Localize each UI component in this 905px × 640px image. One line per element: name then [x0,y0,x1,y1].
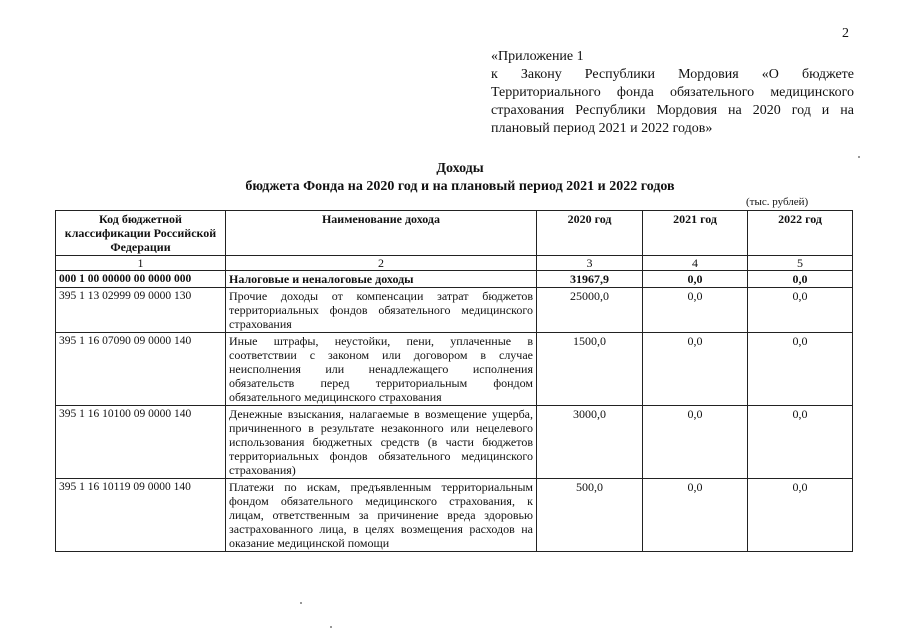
row-value-2022: 0,0 [748,271,853,288]
col-number: 2 [226,256,537,271]
page-number: 2 [842,26,849,41]
row-value-2020: 25000,0 [537,288,643,333]
header-2020: 2020 год [537,211,643,256]
scan-speck [330,626,332,628]
row-value-2021: 0,0 [643,288,748,333]
scan-speck [858,156,860,158]
header-code: Код бюджетной классификации Российской Федерации [56,211,226,256]
row-code: 000 1 00 00000 00 0000 000 [56,271,226,288]
row-value-2021: 0,0 [643,479,748,552]
title-line-1: Доходы [436,161,484,176]
row-value-2021: 0,0 [643,271,748,288]
row-value-2021: 0,0 [643,333,748,406]
row-value-2020: 1500,0 [537,333,643,406]
col-number: 4 [643,256,748,271]
row-value-2022: 0,0 [748,479,853,552]
row-name: Денежные взыскания, налагаемые в возмещение ущерба, причиненного в результате незаконного или нецелевого использования бюджетных средств (в части бюджетов территориальных фондов обязательного медицинского страхования) [226,406,537,479]
header-2022: 2022 год [748,211,853,256]
table-row-total [56,271,853,288]
column-numbering-row [56,256,853,271]
row-code: 395 1 16 10100 09 0000 140 [56,406,226,479]
document-title [60,160,860,196]
income-table [55,210,853,552]
table-row [56,333,853,406]
row-value-2022: 0,0 [748,333,853,406]
row-name: Иные штрафы, неустойки, пени, уплаченные в соответствии с законом или договором в случае неисполнения или ненадлежащего исполнения обязательств перед территориальным фондом обязательного медицинского страхования [226,333,537,406]
header-2021: 2021 год [643,211,748,256]
row-value-2020: 500,0 [537,479,643,552]
row-value-2021: 0,0 [643,406,748,479]
header-name: Наименование дохода [226,211,537,256]
appendix-text: к Закону Республики Мордовия «О бюджете Территориального фонда обязательного медицинского страхования Республики Мордовия на 2020 год и на плановый период 2021 и 2022 годов» [491,67,854,136]
appendix-header [491,48,854,138]
row-code: 395 1 16 07090 09 0000 140 [56,333,226,406]
table-row [56,406,853,479]
table-header-row [56,211,853,256]
row-code: 395 1 13 02999 09 0000 130 [56,288,226,333]
row-value-2022: 0,0 [748,406,853,479]
row-value-2020: 31967,9 [537,271,643,288]
col-number: 1 [56,256,226,271]
table-row [56,479,853,552]
appendix-title: «Приложение 1 [491,49,584,64]
row-name: Платежи по искам, предъявленным территориальным фондом обязательного медицинского страхования, к лицам, ответственным за причинение вреда здоровью застрахованного лица, в целях возмещения расходов на оказание медицинской помощи [226,479,537,552]
row-code: 395 1 16 10119 09 0000 140 [56,479,226,552]
units-label: (тыс. рублей) [746,196,809,208]
row-name: Налоговые и неналоговые доходы [226,271,537,288]
row-value-2020: 3000,0 [537,406,643,479]
title-line-2: бюджета Фонда на 2020 год и на плановый период 2021 и 2022 годов [245,179,675,194]
table-row [56,288,853,333]
col-number: 3 [537,256,643,271]
row-value-2022: 0,0 [748,288,853,333]
col-number: 5 [748,256,853,271]
row-name: Прочие доходы от компенсации затрат бюджетов территориальных фондов обязательного медицинского страхования [226,288,537,333]
scan-speck [300,602,302,604]
